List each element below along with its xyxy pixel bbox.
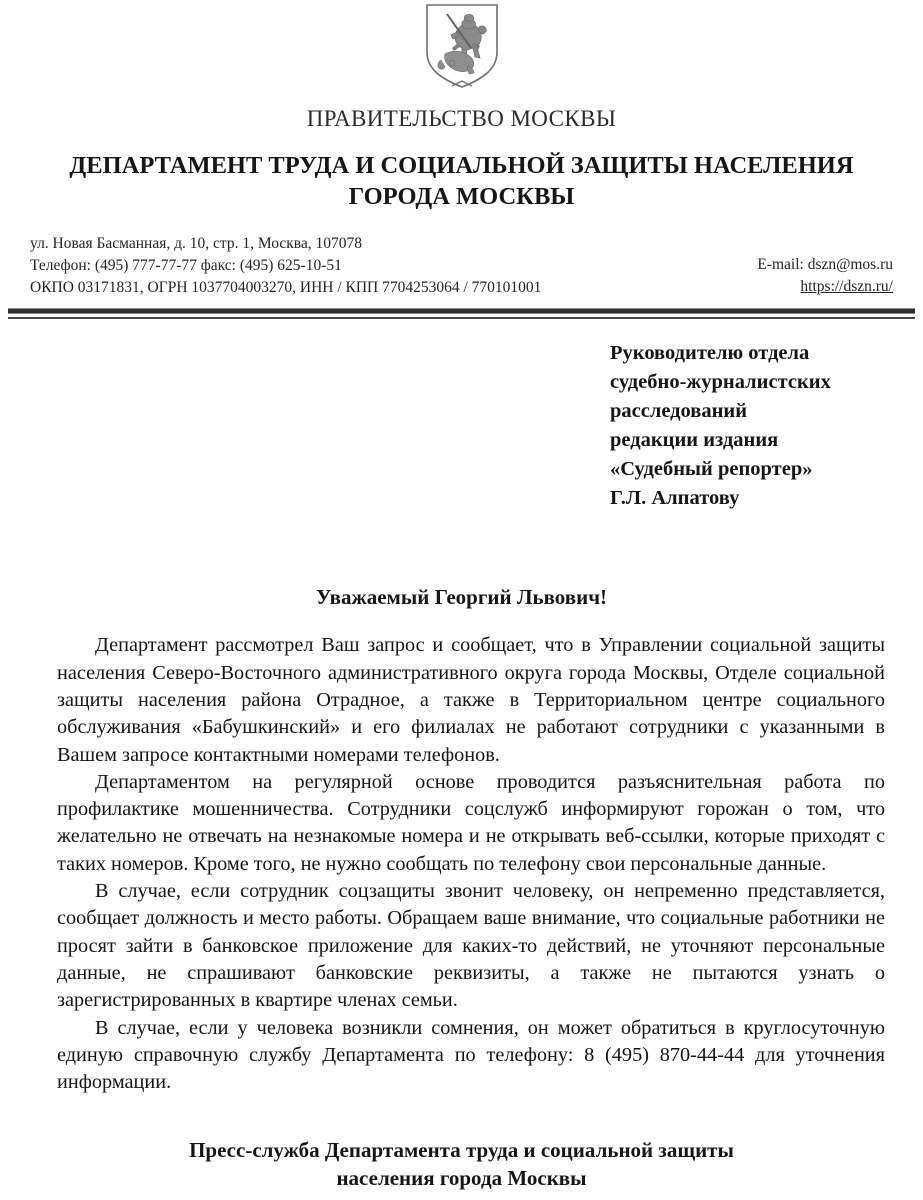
addressee-line-1: Руководителю отдела [610,341,810,364]
moscow-coat-of-arms-icon [419,2,505,90]
addressee-line-6: Г.Л. Алпатову [610,487,740,510]
requisites-left [30,233,541,299]
office-address: ул. Новая Басманная, д. 10, стр. 1, Москва, 107078 [30,234,363,252]
footer-signature [0,1136,923,1192]
footer-line-1: Пресс-служба Департамента труда и социальной защиты [189,1137,734,1162]
emblem-container [0,0,923,90]
department-title-line-1: ДЕПАРТАМЕНТ ТРУДА И СОЦИАЛЬНОЙ ЗАЩИТЫ НАСЕЛЕНИЯ [69,152,854,179]
divider-rule-thin [8,317,915,319]
salutation: Уважаемый Георгий Львович! [315,585,608,610]
department-title [0,150,923,213]
addressee-line-2: судебно-журналистских [610,370,831,393]
addressee-line-3: расследований [610,399,748,422]
government-title: ПРАВИТЕЛЬСТВО МОСКВЫ [306,106,617,131]
email-address: E-mail: dszn@mos.ru [757,255,893,273]
letter-body [0,632,923,1096]
department-title-line-2: ГОРОДА МОСКВЫ [348,183,575,211]
registration-codes: ОКПО 03171831, ОГРН 1037704003270, ИНН / КПП 7704253064 / 770101001 [30,278,542,296]
footer-line-2: населения города Москвы [336,1165,587,1190]
addressee-lines [610,339,885,514]
body-paragraph-2: Департаментом на регулярной основе проводится разъяснительная работа по профилактике мошенничества. Сотрудники соцслужб информируют горожан о том, что желательно не отвечать на незнакомые номера и не открывать веб-ссылки, которые приходят с таких номеров. Кроме того, не нужно сообщать по телефону свои персональные данные. [57,770,885,875]
addressee-block [0,339,923,514]
website-link[interactable]: https://dszn.ru/ [800,277,893,295]
phone-fax: Телефон: (495) 777-77-77 факс: (495) 625-10-51 [30,256,342,274]
addressee-line-4: редакции издания [610,429,779,452]
header-divider [8,308,915,319]
requisites-right [757,254,893,299]
addressee-line-5: «Судебный репортер» [610,458,813,481]
body-paragraph-1: Департамент рассмотрел Ваш запрос и сообщает, что в Управлении социальной защиты населения Северо-Восточного административного округа города Москвы, Отделе социальной защиты населения района Отрадное, а также в Территориальном центре социального обслуживания «Бабушкинский» и его филиалах не работают сотрудники с указанными в Вашем запросе контактными номерами телефонов. [57,634,885,766]
body-paragraph-4: В случае, если у человека возникли сомнения, он может обратиться в круглосуточную единую справочную службу Департамента по телефону: 8 (495) 870-44-44 для уточнения информации. [57,1016,885,1094]
requisites-block [0,233,923,299]
body-paragraph-3: В случае, если сотрудник соцзащиты звонит человеку, он непременно представляется, сообщает должность и место работы. Обращаем ваше внимание, что социальные работники не просят зайти в банковское приложение для каких-то действий, не уточняют персональные данные, не спрашивают банковские реквизиты, а также не пытаются узнать о зарегистрированных в квартире членах семьи. [57,880,885,1012]
